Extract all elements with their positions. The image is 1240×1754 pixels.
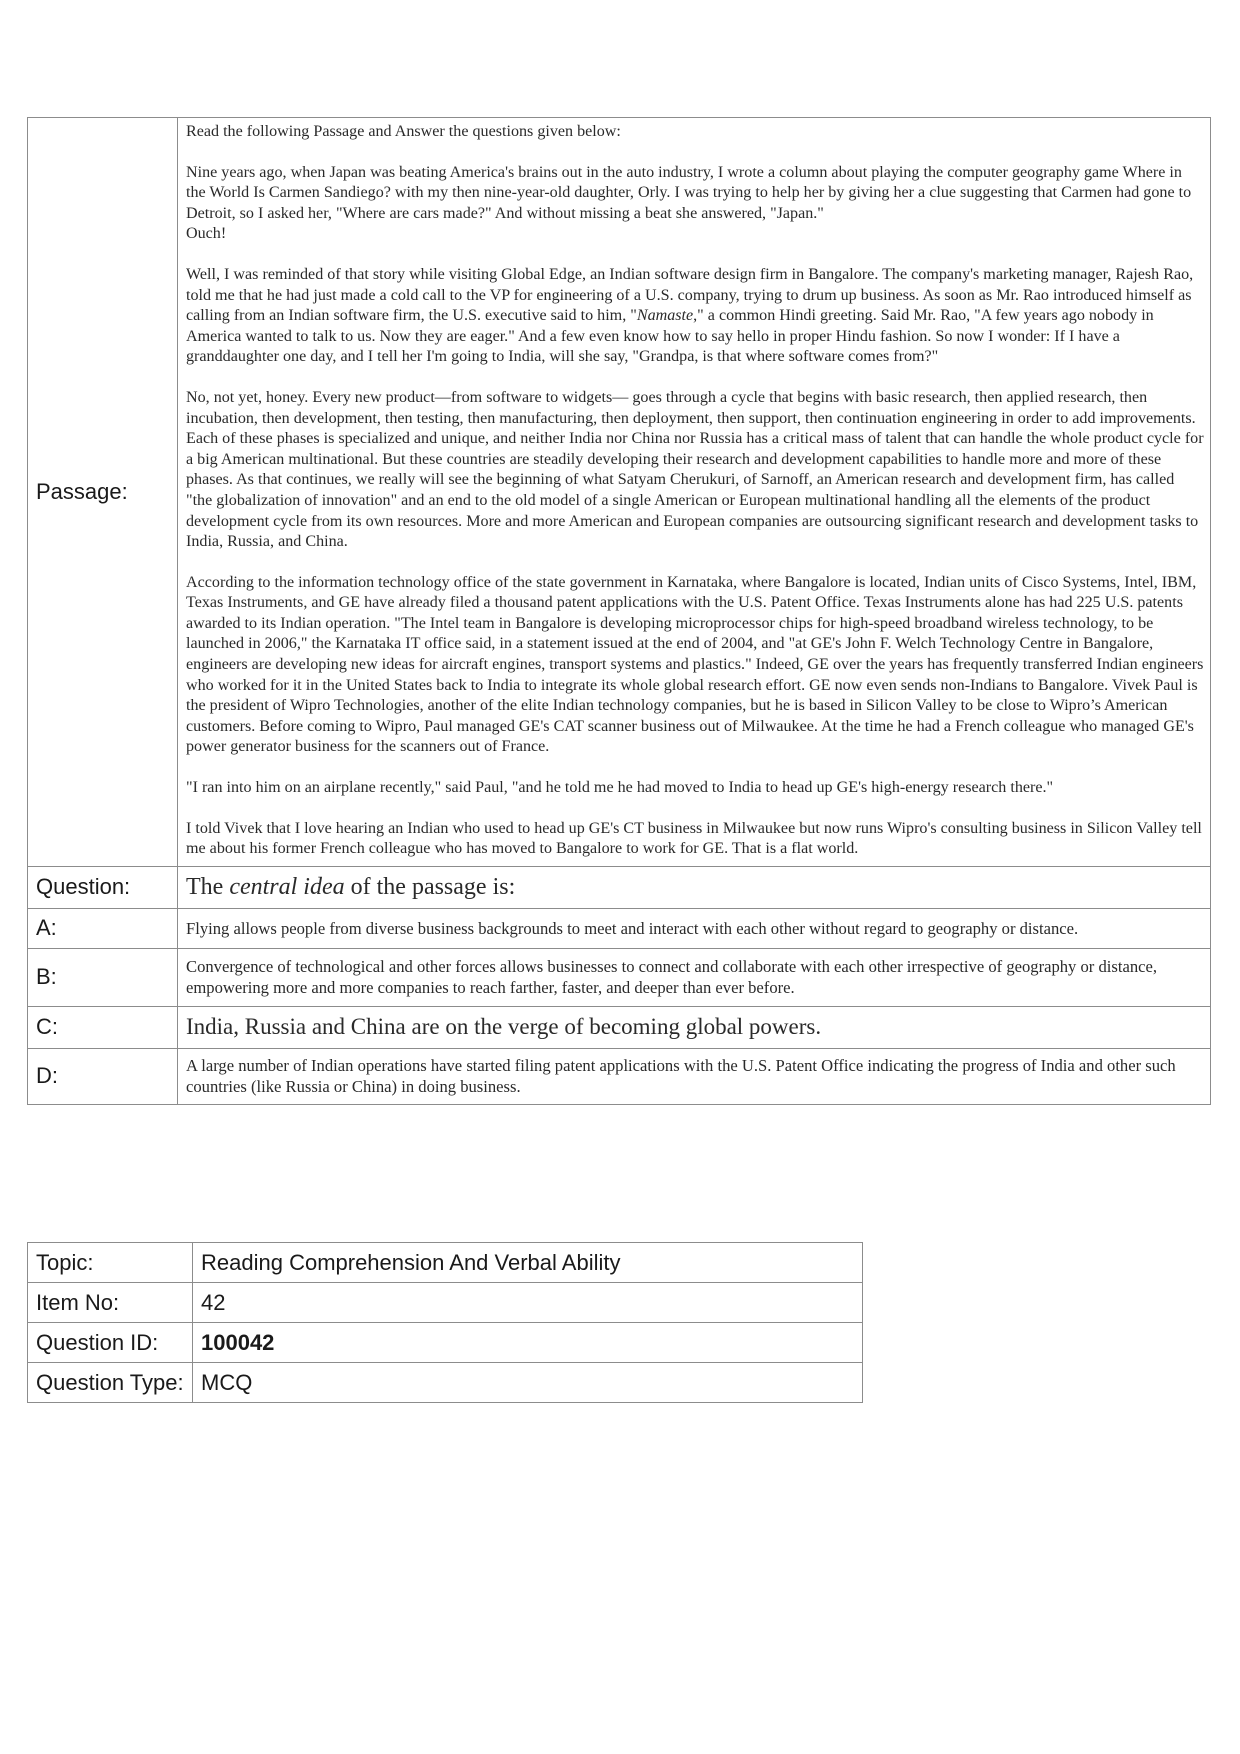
option-c-text[interactable]: India, Russia and China are on the verge of becoming global powers. bbox=[178, 1006, 1211, 1048]
option-b-label: B: bbox=[28, 948, 178, 1006]
option-row-b bbox=[28, 948, 1211, 1006]
question-id-value: 100042 bbox=[193, 1323, 863, 1363]
passage-paragraph-1-text: Nine years ago, when Japan was beating America's brains out in the auto industry, I wrote a column about playing the computer geography game Where in the World Is Carmen Sandiego? with my then nine-year-old daughter, Orly. I was trying to help her by giving her a clue suggesting that Carmen had gone to Detroit, so I asked her, "Where are cars made?" And without missing a beat she answered, "Japan." bbox=[186, 163, 1192, 222]
item-no-row bbox=[28, 1283, 863, 1323]
question-type-value: MCQ bbox=[193, 1363, 863, 1403]
question-label: Question: bbox=[28, 866, 178, 908]
passage-ouch: Ouch! bbox=[186, 225, 227, 243]
passage-row bbox=[28, 118, 1211, 867]
passage-paragraph-4: According to the information technology office of the state government in Karnataka, where Bangalore is located, Indian units of Cisco Systems, Intel, IBM, Texas Instruments, and GE have already filed a thousand patent applications with the U.S. Patent Office. Texas Instruments alone has had 225 U.S. patents awarded to its Indian operation. "The Intel team in Bangalore is developing microprocessor chips for high-speed broadband wireless technology, to be launched in 2006," the Karnataka IT office said, in a statement issued at the end of 2004, and "at GE's John F. Welch Technology Centre in Bangalore, engineers are developing new ideas for aircraft engines, transport systems and plastics." Indeed, GE over the years has frequently transferred Indian engineers who worked for it in the United States back to India to integrate its whole global research effort. GE now even sends non-Indians to Bangalore. Vivek Paul is the president of Wipro Technologies, another of the elite Indian technology companies, but he is based in Silicon Valley to be close to Wipro’s American customers. Before coming to Wipro, Paul managed GE's CAT scanner business out of Milwaukee. At the time he had a French colleague who managed GE's power generator business for the scanners out of France. bbox=[186, 573, 1204, 756]
option-d-text[interactable]: A large number of Indian operations have started filing patent applications with the U.S. Patent Office indicating the progress of India and other such countries (like Russia or China) in doing business. bbox=[178, 1048, 1211, 1104]
topic-value: Reading Comprehension And Verbal Ability bbox=[193, 1243, 863, 1283]
passage-paragraph-2 bbox=[186, 265, 1204, 368]
option-row-c bbox=[28, 1006, 1211, 1048]
passage-paragraph-2-text-b: ," a common Hindi greeting. Said Mr. Rao, "A few years ago nobody in America wanted to talk to us. Now they are eager." And a few even know how to say hello in proper Hindu fashion. So now I wonder: If I have a granddaughter one day, and I tell her I'm going to India, will she say, "Grandpa, is that where software comes from?" bbox=[186, 307, 1154, 366]
question-text-post: of the passage is: bbox=[344, 873, 516, 900]
metadata-table bbox=[27, 1242, 863, 1403]
question-id-row bbox=[28, 1323, 863, 1363]
option-row-d bbox=[28, 1048, 1211, 1104]
passage-paragraph-5: "I ran into him on an airplane recently," said Paul, "and he told me he had moved to India to head up GE's high-energy research there." bbox=[186, 779, 1054, 797]
question-text-pre: The bbox=[186, 873, 230, 900]
passage-paragraph-6: I told Vivek that I love hearing an Indian who used to head up GE's CT business in Milwaukee but now runs Wipro's consulting business in Silicon Valley tell me about his former French colleague who has moved to Bangalore to work for GE. That is a flat world. bbox=[186, 819, 1202, 858]
topic-label: Topic: bbox=[28, 1243, 193, 1283]
passage-label: Passage: bbox=[28, 118, 178, 867]
topic-row bbox=[28, 1243, 863, 1283]
question-table bbox=[27, 117, 1211, 1105]
passage-paragraph-1 bbox=[186, 163, 1204, 245]
passage-paragraph-2-text-a: Well, I was reminded of that story while visiting Global Edge, an Indian software design firm in Bangalore. The company's marketing manager, Rajesh Rao, told me that he had just made a cold call to the VP for engineering of a U.S. company, trying to drum up business. As soon as Mr. Rao introduced himself as calling from an Indian software firm, the U.S. executive said to him, " bbox=[186, 265, 1194, 325]
question-id-label: Question ID: bbox=[28, 1323, 193, 1363]
question-text bbox=[178, 866, 1211, 908]
option-a-label: A: bbox=[28, 908, 178, 948]
passage-paragraph-3: No, not yet, honey. Every new product—from software to widgets— goes through a cycle that begins with basic research, then applied research, then incubation, then development, then testing, then manufacturing, then deployment, then support, then continuation engineering in order to add improvements. Each of these phases is specialized and unique, and neither India nor China nor Russia has a critical mass of talent that can handle the whole product cycle for a big American multinational. But these countries are steadily developing their research and development capabilities to handle more and more of these phases. As that continues, we really will see the beginning of what Satyam Cherukuri, of Sarnoff, an American research and development firm, has called "the globalization of innovation" and an end to the old model of a single American or European multinational handling all the elements of the product development cycle from its own resources. More and more American and European companies are outsourcing significant research and development tasks to India, Russia, and China. bbox=[186, 388, 1204, 551]
option-b-text[interactable]: Convergence of technological and other forces allows businesses to connect and collaborate with each other irrespective of geography or distance, empowering more and more companies to reach farther, faster, and deeper than ever before. bbox=[178, 948, 1211, 1006]
option-c-label: C: bbox=[28, 1006, 178, 1048]
question-text-emphasis: central idea bbox=[229, 873, 345, 900]
passage-intro: Read the following Passage and Answer the questions given below: bbox=[186, 123, 621, 140]
item-no-value: 42 bbox=[193, 1283, 863, 1323]
passage-text bbox=[178, 118, 1211, 867]
question-type-row bbox=[28, 1363, 863, 1403]
option-d-label: D: bbox=[28, 1048, 178, 1104]
passage-namaste: Namaste bbox=[636, 307, 694, 325]
question-type-label: Question Type: bbox=[28, 1363, 193, 1403]
question-row bbox=[28, 866, 1211, 908]
option-row-a bbox=[28, 908, 1211, 948]
item-no-label: Item No: bbox=[28, 1283, 193, 1323]
option-a-text[interactable]: Flying allows people from diverse business backgrounds to meet and interact with each other without regard to geography or distance. bbox=[178, 908, 1211, 948]
